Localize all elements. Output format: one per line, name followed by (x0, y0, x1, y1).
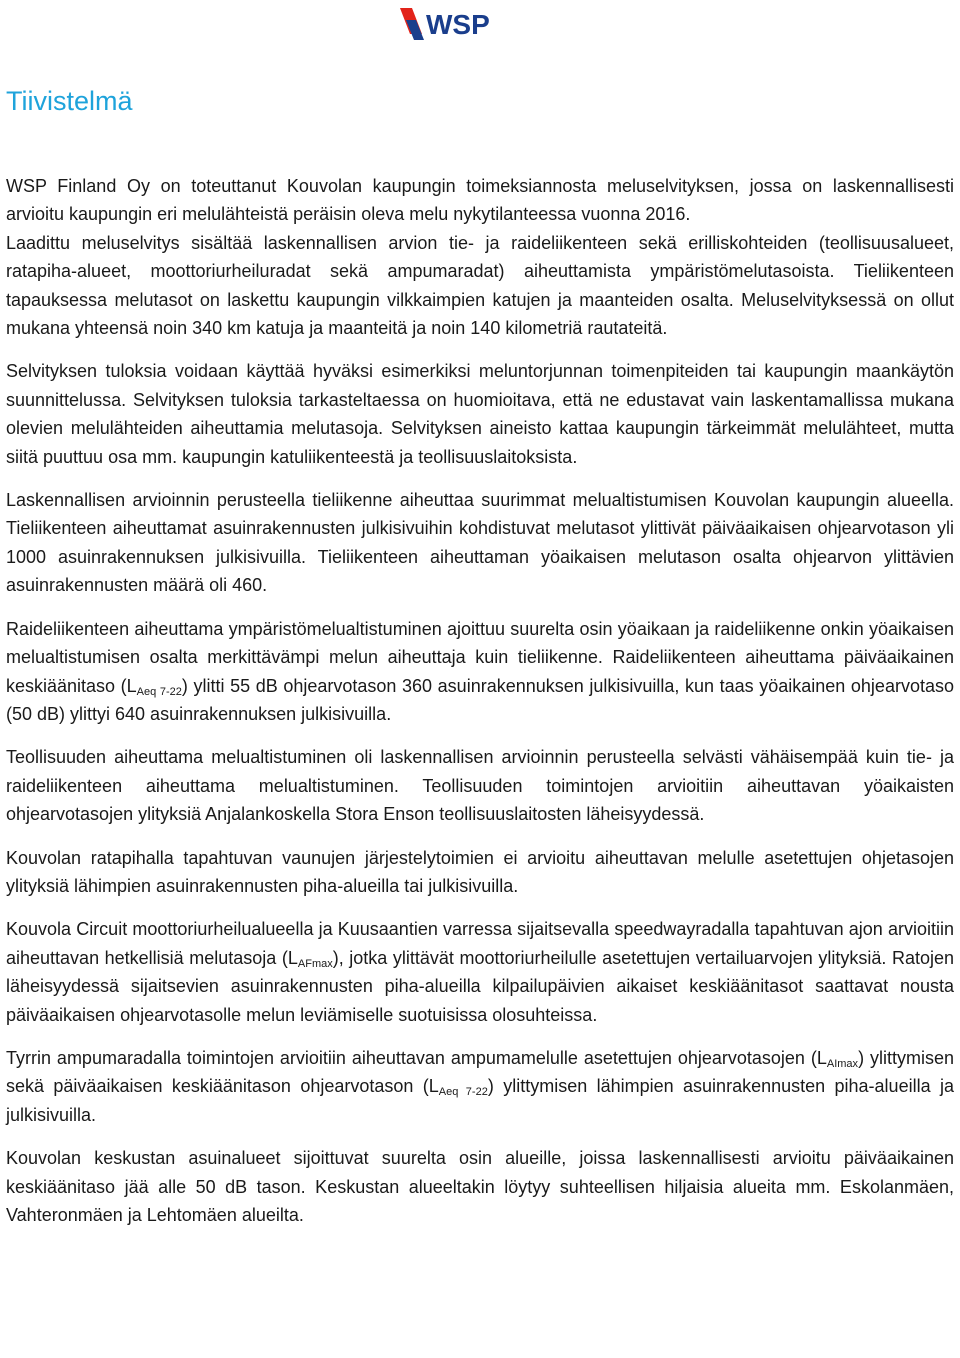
paragraph-intro: WSP Finland Oy on toteuttanut Kouvolan kaupungin toimeksiannosta meluselvityksen, jossa on laskennallisesti arvioitu kaupungin eri melulähteistä peräisin oleva melu nykytilanteessa vuonna 2016. (6, 176, 954, 225)
paragraph-road-traffic: Laskennallisen arvioinnin perusteella tieliikenne aiheuttaa suurimmat melualtistumisen Kouvolan kaupungin alueella. Tieliikenteen aiheuttamat asuinrakennusten julkisivuihin kohdistuvat melutasot ylittivät päiväaikaisen ohjearvotason yli 1000 asuinrakennuksen julkisivuilla. Tieliikenteen aiheuttaman yöaikaisen melutason osalta ohjearvon ylittävien asuinrakennusten määrä oli 460. (6, 490, 954, 596)
paragraph-industry: Teollisuuden aiheuttama melualtistuminen oli laskennallisen arvioinnin perusteella selvästi vähäisempää kuin tie- ja raideliikenteen aiheuttama melualtistuminen. Teollisuuden toimintojen arvioitiin aiheuttavan yöaikaisten ohjearvotasojen ylityksiä Anjalankoskella Stora Enson teollisuuslaitosten läheisyydessä. (6, 747, 954, 825)
page-title: Tiivistelmä (6, 86, 133, 116)
paragraph-shooting-range: Tyrrin ampumaradalla toimintojen arvioitiin aiheuttavan ampumamelulle asetettujen ohjearvotasojen $(L_{AImax})$ ylittymisen sekä päiväaikaisen keskiäänitason ohjearvotason $(L_{Aeq 7-22})$ ylittymisen lähimpien asuinrakennusten piha-alueilla ja julkisivuilla. (6, 1047, 955, 1125)
paragraph-motorsport: Kouvola Circuit moottoriurheilualueella ja Kuusaantien varressa sijaitsevalla speedwayradalla tapahtuvan ajon arvioitiin aiheuttavan hetkellisiä melutasoja $(L_{AFmax})$, jotka ylittävät moottoriurheilulle asetettujen vertailuarvojen ylityksiä. Ratojen läheisyydessä sijaitsevien asuinrakennusten piha-alueilla kilpailupäivien aikaiset keskiäänitasot saattavat nousta päiväaikaisen ohjearvotasolle melun leviämiselle suotuisissa olosuhteissa. (6, 919, 955, 1025)
paragraph-city-centre: Kouvolan keskustan asuinalueet sijoittuvat suurelta osin alueille, joissa laskennallisesti arvioitu päiväaikainen keskiäänitaso jää alle 50 dB tason. Keskustan alueeltakin löytyy suhteellisen hiljaisia alueita mm. Eskolanmäen, Vahteronmäen ja Lehtomäen alueilta. (6, 1148, 954, 1225)
paragraph-scope: Laadittu meluselvitys sisältää laskennallisen arvion tie- ja raideliikenteen sekä erilliskohteiden (teollisuusalueet, ratapiha-alueet, moottoriurheiluradat sekä ampumaradat) aiheuttamista ympäristömelutasoista. Tieliikenteen tapauksessa melutasot on laskettu kaupungin vilkkaimpien katujen ja maanteiden osalta. Meluselvityksessä on ollut mukana yhteensä noin 340 km katuja ja maanteitä ja noin 140 kilometriä rautateitä. (6, 232, 954, 339)
paragraph-rail-traffic: Raideliikenteen aiheuttama ympäristömelualtistuminen ajoittuu suurelta osin yöaikaan ja raideliikenne onkin yöaikaisen melualtistumisen osalta merkittävämpi melun aiheuttaja kuin tieliikenne. Raideliikenteen aiheuttama päiväaikainen keskiäänitaso $(L_{Aeq 7-22})$ ylitti 55 dB ohjearvotason 360 asuinrakennuksen julkisivuilla, kun taas yöaikainen ohjearvotaso (50 dB) ylittyi 640 asuinrakennuksen julkisivuilla. (6, 618, 954, 724)
paragraph-rail-yard: Kouvolan ratapihalla tapahtuvan vaunujen järjestelytoimien ei arvioitu aiheuttavan melulle asetettujen ohjetasojen ylityksiä lähimpien asuinrakennusten piha-alueilla tai julkisivuilla. (6, 847, 954, 896)
summary-body (6, 172, 954, 1244)
wsp-logo (398, 4, 518, 44)
paragraph-usage: Selvityksen tuloksia voidaan käyttää hyväksi esimerkiksi meluntorjunnan toimenpiteiden tai kaupungin maankäytön suunnittelussa. Selvityksen tuloksia tarkasteltaessa on huomioitava, että ne edustavat vain laskentamallissa mukana olevien melulähteiden aiheuttamia melutasoja. Selvityksen aineisto kattaa kaupungin tärkeimmät melulähteet, mutta siitä puuttuu osa mm. kaupungin katuliikenteestä ja teollisuuslaitoksista. (6, 361, 954, 467)
logo-text: WSP (426, 9, 490, 40)
